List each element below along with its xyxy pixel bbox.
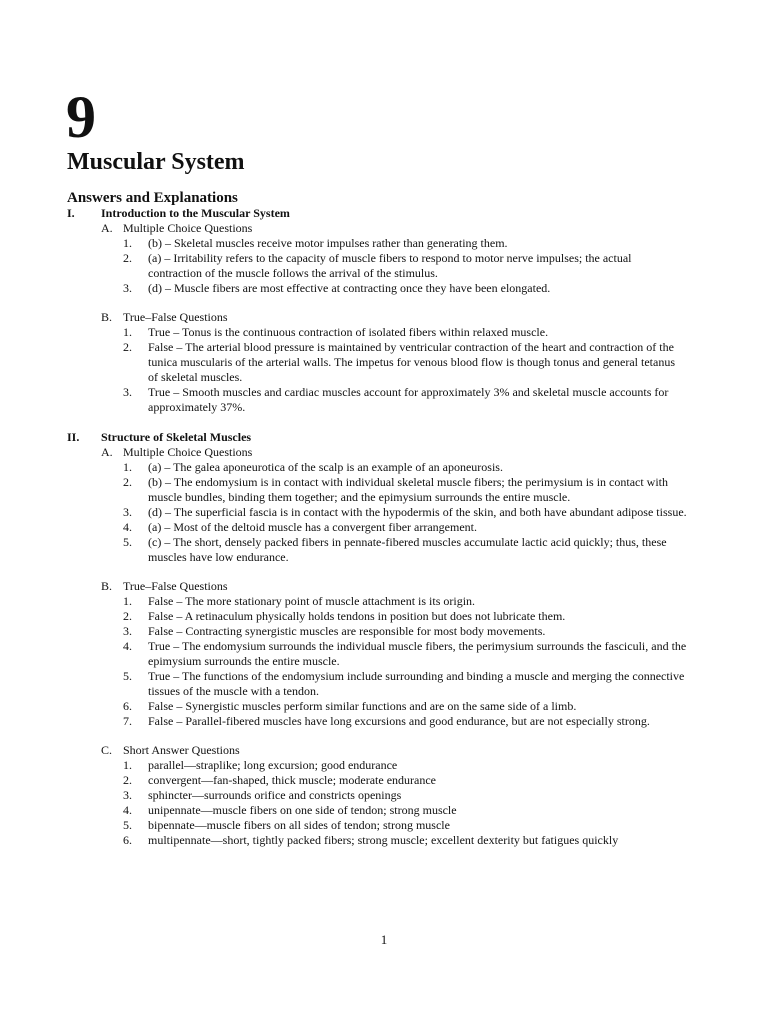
subsection-heading	[101, 221, 687, 236]
section-title: Structure of Skeletal Muscles	[101, 430, 252, 444]
answer-number: 2.	[123, 340, 132, 354]
answer-item	[123, 281, 687, 296]
answer-number: 6.	[123, 833, 132, 847]
answer-number: 1.	[123, 325, 132, 339]
answer-item	[123, 535, 687, 565]
answer-number: 4.	[123, 803, 132, 817]
answer-number: 4.	[123, 639, 132, 653]
answer-text: multipennate—short, tightly packed fibers; strong muscle; excellent dexterity but fatigues quickly	[148, 833, 619, 847]
answer-number: 5.	[123, 818, 132, 832]
answer-number: 3.	[123, 788, 132, 802]
subsection-letter: A.	[101, 221, 113, 235]
subsection-letter: B.	[101, 579, 113, 593]
answer-item	[123, 833, 687, 848]
chapter-number: 9	[66, 84, 96, 150]
answer-text: sphincter—surrounds orifice and constricts openings	[148, 788, 402, 802]
subsection-heading	[101, 445, 687, 460]
answer-text: (a) – Most of the deltoid muscle has a convergent fiber arrangement.	[148, 520, 477, 534]
answer-number: 4.	[123, 520, 132, 534]
answer-item	[123, 669, 687, 699]
subsection-heading	[101, 579, 687, 594]
answer-number: 7.	[123, 714, 132, 728]
subsection-title: Short Answer Questions	[123, 743, 240, 757]
chapter-title: Muscular System	[67, 149, 245, 175]
answer-item	[123, 818, 687, 833]
answer-item	[123, 236, 687, 251]
answer-text: parallel—straplike; long excursion; good endurance	[148, 758, 398, 772]
answer-number: 2.	[123, 251, 132, 265]
answer-number: 3.	[123, 281, 132, 295]
subsection	[101, 579, 687, 729]
answer-item	[123, 520, 687, 535]
answer-text: (b) – Skeletal muscles receive motor impulses rather than generating them.	[148, 236, 508, 250]
answers-body	[67, 206, 687, 848]
answer-item	[123, 475, 687, 505]
answer-text: True – The endomysium surrounds the individual muscle fibers, the perimysium surrounds the fasciculi, and the epimysium surrounds the entire muscle.	[148, 639, 687, 668]
answer-text: False – Parallel-fibered muscles have long excursions and good endurance, but are not especially strong.	[148, 714, 650, 728]
answer-text: False – Contracting synergistic muscles are responsible for most body movements.	[148, 624, 546, 638]
answer-number: 1.	[123, 236, 132, 250]
answer-number: 1.	[123, 594, 132, 608]
subsection-title: Multiple Choice Questions	[123, 445, 253, 459]
answer-item	[123, 340, 687, 385]
answer-text: (d) – The superficial fascia is in contact with the hypodermis of the skin, and both have abundant adipose tissue.	[148, 505, 687, 519]
answer-number: 6.	[123, 699, 132, 713]
answer-text: (d) – Muscle fibers are most effective at contracting once they have been elongated.	[148, 281, 551, 295]
subsection-letter: B.	[101, 310, 113, 324]
answers-heading: Answers and Explanations	[67, 190, 238, 206]
page-number: 1	[380, 932, 388, 947]
subsection-heading	[101, 743, 687, 758]
answer-list	[123, 460, 687, 565]
answer-number: 1.	[123, 460, 132, 474]
answer-item	[123, 460, 687, 475]
subsection-letter: A.	[101, 445, 113, 459]
section-heading	[67, 206, 687, 221]
answer-text: False – The more stationary point of muscle attachment is its origin.	[148, 594, 476, 608]
answer-text: convergent—fan-shaped, thick muscle; moderate endurance	[148, 773, 436, 787]
section-heading	[67, 430, 687, 445]
subsection	[101, 743, 687, 848]
answer-text: (c) – The short, densely packed fibers in pennate-fibered muscles accumulate lactic acid quickly; thus, these muscles have low endurance.	[148, 535, 667, 564]
answer-list	[123, 594, 687, 729]
subsection-letter: C.	[101, 743, 113, 757]
answer-number: 3.	[123, 385, 132, 399]
section-numeral: II.	[67, 430, 80, 444]
answer-text: True – Smooth muscles and cardiac muscles account for approximately 3% and skeletal muscle accounts for approximately 37%.	[148, 385, 669, 414]
answer-list	[123, 236, 687, 296]
answer-item	[123, 594, 687, 609]
answer-text: False – Synergistic muscles perform similar functions and are on the same side of a limb.	[148, 699, 577, 713]
answer-text: (a) – Irritability refers to the capacity of muscle fibers to respond to motor nerve impulses; the actual contraction of the muscle follows the arrival of the stimulus.	[148, 251, 632, 280]
answer-item	[123, 639, 687, 669]
subsection	[101, 445, 687, 565]
subsection	[101, 221, 687, 296]
subsection-title: Multiple Choice Questions	[123, 221, 253, 235]
section-title: Introduction to the Muscular System	[101, 206, 290, 220]
answer-text: True – The functions of the endomysium include surrounding and binding a muscle and merging the connective tissues of the muscle with a tendon.	[148, 669, 685, 698]
answer-number: 3.	[123, 624, 132, 638]
answer-item	[123, 609, 687, 624]
answer-number: 3.	[123, 505, 132, 519]
answer-list	[123, 758, 687, 848]
subsection-heading	[101, 310, 687, 325]
answer-number: 1.	[123, 758, 132, 772]
answer-item	[123, 803, 687, 818]
answer-item	[123, 251, 687, 281]
subsection	[101, 310, 687, 415]
answer-number: 5.	[123, 535, 132, 549]
answer-item	[123, 325, 687, 340]
answer-text: False – The arterial blood pressure is maintained by ventricular contraction of the heart and contraction of the tunica muscularis of the arterial walls. The impetus for venous blood flow is though tonus and general tetanus of skeletal muscles.	[148, 340, 675, 384]
subsection-title: True–False Questions	[123, 579, 228, 593]
answer-item	[123, 714, 687, 729]
answer-item	[123, 385, 687, 415]
answer-number: 2.	[123, 475, 132, 489]
answer-item	[123, 788, 687, 803]
answer-text: bipennate—muscle fibers on all sides of tendon; strong muscle	[148, 818, 450, 832]
answer-item	[123, 773, 687, 788]
answer-item	[123, 624, 687, 639]
answer-text: True – Tonus is the continuous contraction of isolated fibers within relaxed muscle.	[148, 325, 549, 339]
answer-text: False – A retinaculum physically holds tendons in position but does not lubricate them.	[148, 609, 566, 623]
answer-item	[123, 758, 687, 773]
answer-text: (a) – The galea aponeurotica of the scalp is an example of an aponeurosis.	[148, 460, 503, 474]
answer-text: unipennate—muscle fibers on one side of tendon; strong muscle	[148, 803, 457, 817]
section-numeral: I.	[67, 206, 75, 220]
answer-number: 2.	[123, 609, 132, 623]
answer-list	[123, 325, 687, 415]
answer-number: 2.	[123, 773, 132, 787]
answer-text: (b) – The endomysium is in contact with individual skeletal muscle fibers; the perimysium is in contact with muscle bundles, binding them together; and the epimysium surrounds the entire muscle.	[148, 475, 669, 504]
answer-item	[123, 699, 687, 714]
subsection-title: True–False Questions	[123, 310, 228, 324]
answer-item	[123, 505, 687, 520]
answer-number: 5.	[123, 669, 132, 683]
